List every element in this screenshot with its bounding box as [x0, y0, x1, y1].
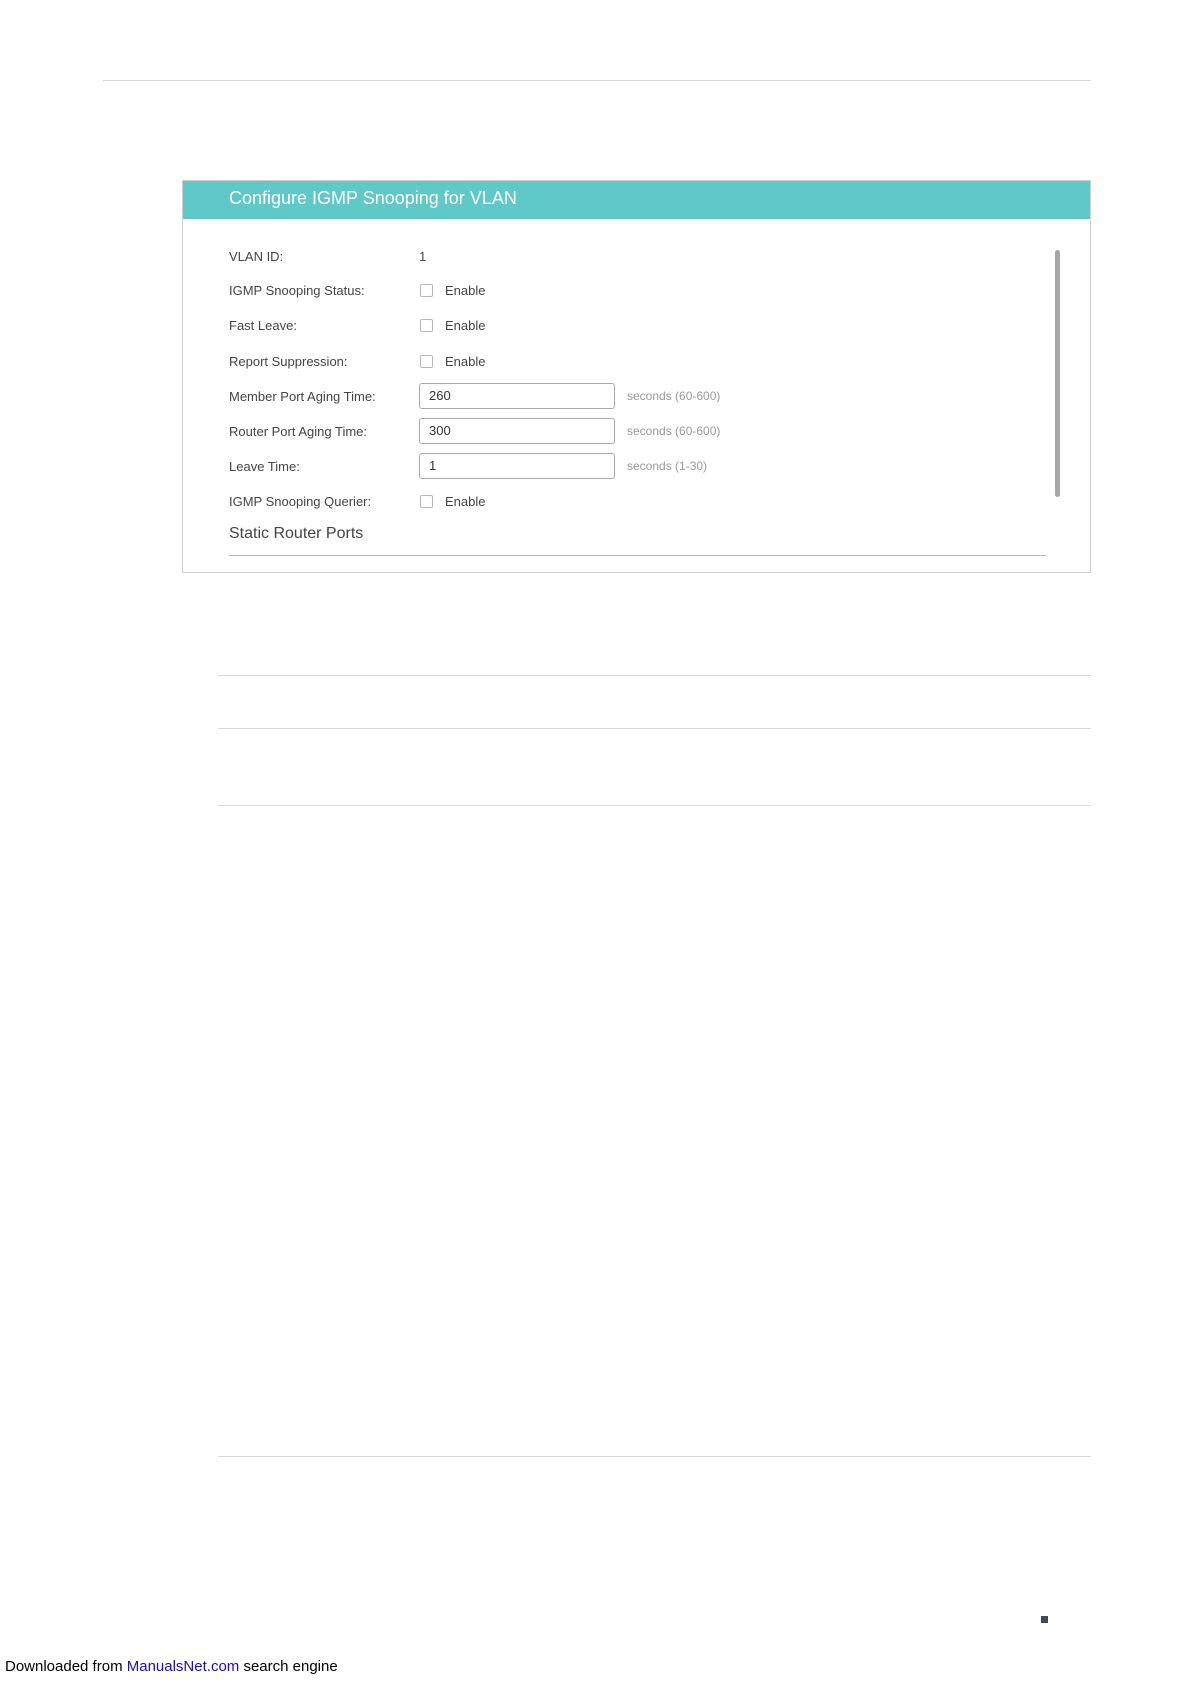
igmp-snooping-status-option[interactable]: Enable [445, 282, 486, 298]
download-footer [5, 1658, 338, 1675]
member-port-aging-time-label: Member Port Aging Time: [229, 388, 376, 404]
divider-2 [218, 728, 1091, 729]
report-suppression-label: Report Suppression: [229, 353, 348, 369]
panel-scrollbar[interactable] [1055, 250, 1060, 497]
leave-time-hint: seconds (1-30) [627, 459, 708, 473]
igmp-snooping-status-row [229, 276, 485, 304]
igmp-snooping-querier-checkbox[interactable] [420, 495, 433, 508]
report-suppression-option[interactable]: Enable [445, 353, 486, 369]
igmp-snooping-status-checkbox[interactable] [420, 284, 433, 297]
leave-time-input[interactable]: 1 [419, 453, 615, 479]
igmp-snooping-status-label: IGMP Snooping Status: [229, 282, 365, 298]
page-marker-icon [1041, 1616, 1048, 1623]
igmp-vlan-config-panel [182, 180, 1091, 573]
leave-time-label: Leave Time: [229, 458, 300, 474]
footer-suffix: search engine [239, 1658, 338, 1675]
divider-4 [218, 1456, 1091, 1457]
top-divider [103, 80, 1091, 81]
fast-leave-row [229, 311, 485, 339]
member-port-aging-time-input[interactable]: 260 [419, 383, 615, 409]
divider-1 [218, 675, 1091, 676]
vlan-id-row [229, 242, 426, 270]
igmp-snooping-querier-row [229, 487, 485, 515]
divider-3 [218, 805, 1091, 806]
manualsnet-link[interactable]: ManualsNet.com [126, 1658, 240, 1675]
static-router-ports-heading: Static Router Ports [229, 525, 364, 542]
section-divider [229, 555, 1046, 556]
panel-body [183, 219, 1090, 572]
fast-leave-option[interactable]: Enable [445, 317, 486, 333]
router-port-aging-time-input[interactable]: 300 [419, 418, 615, 444]
member-port-aging-time-hint: seconds (60-600) [627, 389, 721, 403]
member-port-aging-time-row [229, 382, 720, 410]
report-suppression-checkbox[interactable] [420, 355, 433, 368]
fast-leave-label: Fast Leave: [229, 317, 297, 333]
igmp-snooping-querier-option[interactable]: Enable [445, 493, 486, 509]
panel-title: Configure IGMP Snooping for VLAN [183, 181, 1090, 219]
leave-time-row [229, 452, 707, 480]
router-port-aging-time-row [229, 417, 720, 445]
fast-leave-checkbox[interactable] [420, 319, 433, 332]
report-suppression-row [229, 347, 485, 375]
igmp-snooping-querier-label: IGMP Snooping Querier: [229, 493, 372, 509]
vlan-id-value: 1 [419, 248, 427, 264]
vlan-id-label: VLAN ID: [229, 248, 284, 264]
footer-prefix: Downloaded from [5, 1658, 127, 1675]
router-port-aging-time-hint: seconds (60-600) [627, 424, 721, 438]
router-port-aging-time-label: Router Port Aging Time: [229, 423, 368, 439]
